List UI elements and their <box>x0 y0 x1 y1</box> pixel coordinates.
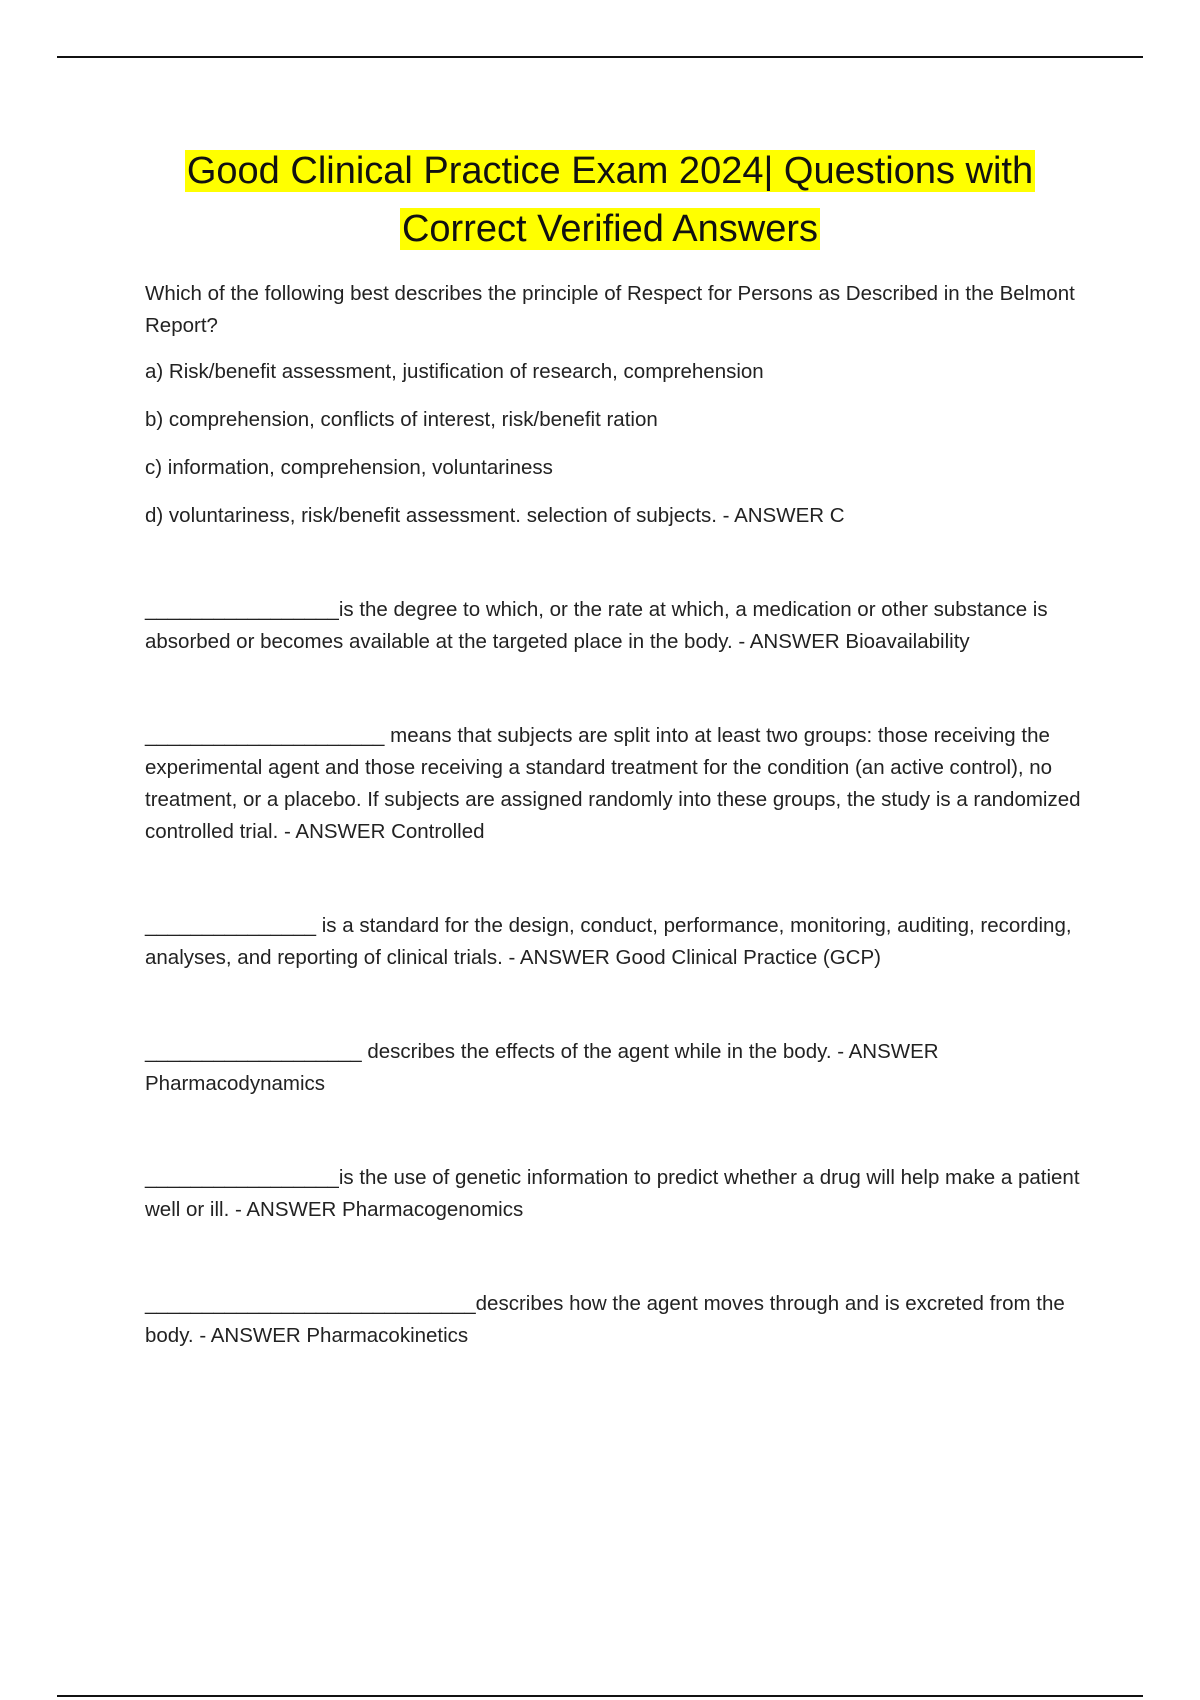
question-1-option-a: a) Risk/benefit assessment, justification of research, comprehension <box>145 360 764 383</box>
question-4-text: is a standard for the design, conduct, performance, monitoring, auditing, recording, analyses, and reporting of clinical trials. - ANSWER Good Clinical Practice (GCP) <box>145 914 1072 969</box>
answer-blank: ___________________ <box>145 1040 362 1063</box>
title-line-1: Good Clinical Practice Exam 2024| Questions with <box>186 150 1034 192</box>
question-6-text: is the use of genetic information to predict whether a drug will help make a patient well or ill. - ANSWER Pharmacogenomics <box>145 1166 1080 1221</box>
answer-blank: _____________________________ <box>145 1292 476 1315</box>
question-7-text: describes how the agent moves through and is excreted from the body. - ANSWER Pharmacokinetics <box>145 1292 1065 1347</box>
question-5-text: describes the effects of the agent while in the body. - ANSWER Pharmacodynamics <box>145 1040 939 1095</box>
answer-blank: _______________ <box>145 914 317 937</box>
answer-blank: _________________ <box>145 598 339 621</box>
document-body <box>145 278 1085 1352</box>
question-6 <box>145 1162 1085 1226</box>
header-rule <box>57 56 1143 58</box>
question-5 <box>145 1036 1085 1100</box>
title-line-2: Correct Verified Answers <box>401 208 819 250</box>
question-1-option-c: c) information, comprehension, voluntariness <box>145 456 553 479</box>
question-7 <box>145 1288 1085 1352</box>
footer-rule <box>57 1695 1143 1697</box>
question-3 <box>145 720 1085 848</box>
question-1-option-d: d) voluntariness, risk/benefit assessment. selection of subjects. - ANSWER C <box>145 504 845 527</box>
document-title <box>145 142 1075 258</box>
question-1-text: Which of the following best describes the principle of Respect for Persons as Described in the Belmont Report? <box>145 282 1075 337</box>
question-1-option-b: b) comprehension, conflicts of interest, risk/benefit ration <box>145 408 658 431</box>
question-3-text: means that subjects are split into at least two groups: those receiving the experimental agent and those receiving a standard treatment for the condition (an active control), no treatment, or a placebo. If subjects are assigned randomly into these groups, the study is a randomized controlled trial. - ANSWER Controlled <box>145 724 1081 843</box>
question-2-text: is the degree to which, or the rate at which, a medication or other substance is absorbed or becomes available at the targeted place in the body. - ANSWER Bioavailability <box>145 598 1048 653</box>
answer-blank: _____________________ <box>145 724 385 747</box>
question-2 <box>145 594 1085 658</box>
answer-blank: _________________ <box>145 1166 339 1189</box>
question-4 <box>145 910 1085 974</box>
